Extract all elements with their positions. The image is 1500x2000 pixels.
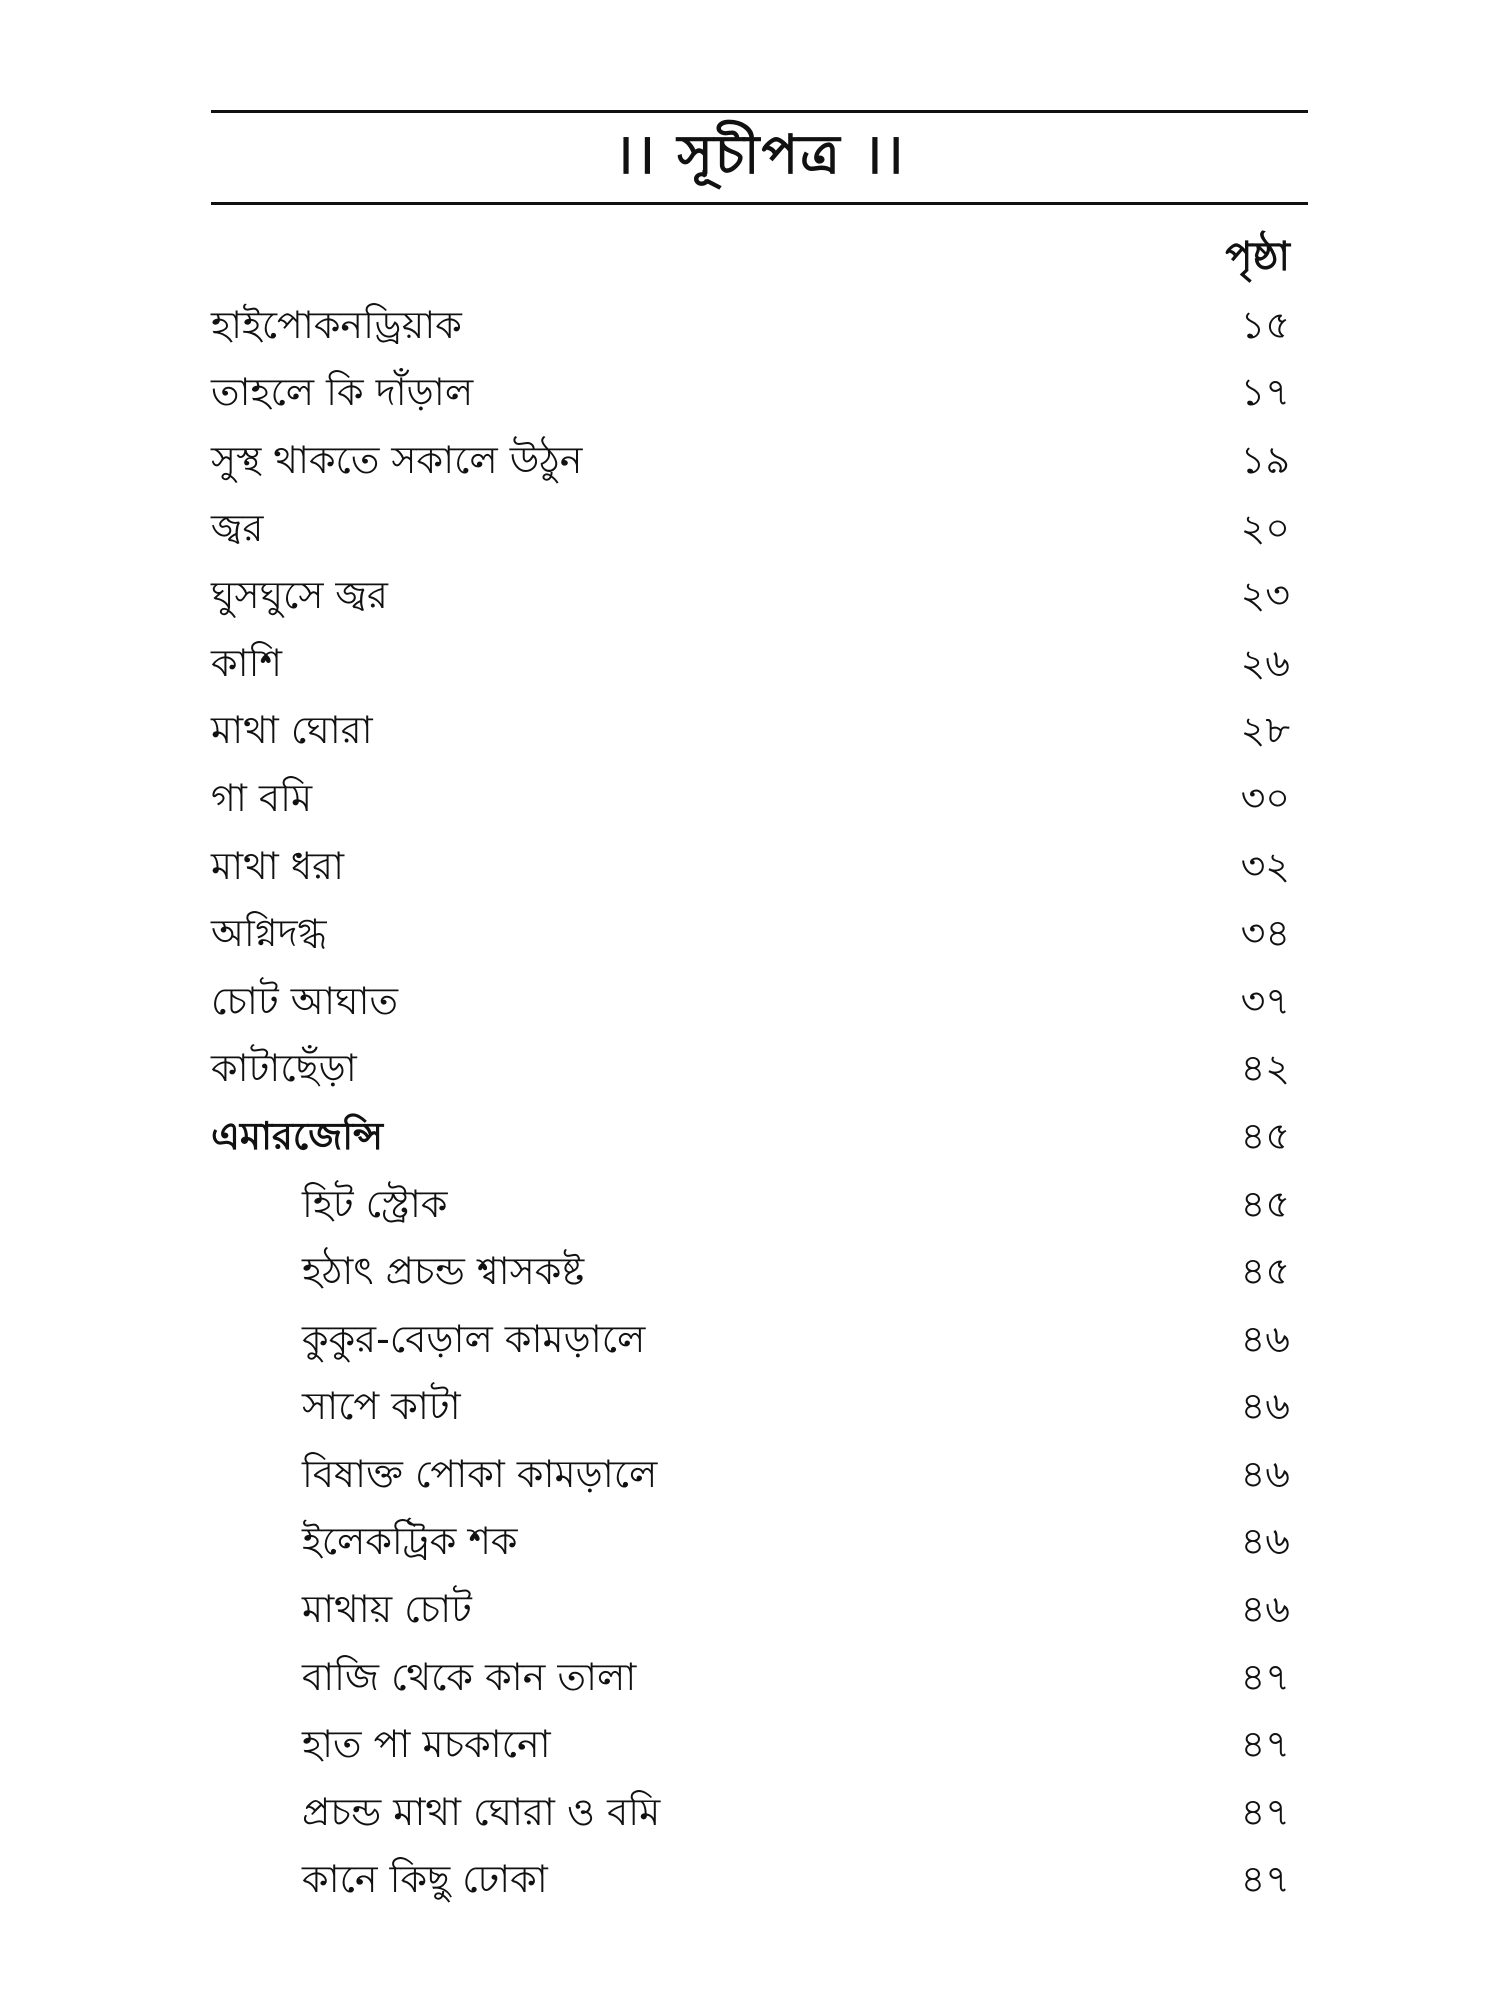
toc-subentry	[0, 1173, 1500, 1241]
toc-entry	[0, 835, 1500, 903]
toc-subentry	[0, 1713, 1500, 1781]
entry-page: ১৯	[1240, 437, 1290, 482]
toc-entry	[0, 902, 1500, 970]
entry-page: ৪৫	[1240, 1181, 1290, 1226]
toc-entry	[0, 429, 1500, 497]
entry-label: কাটাছেঁড়া	[211, 1046, 357, 1091]
entry-page: ৪৭	[1240, 1789, 1290, 1834]
toc-entry	[0, 632, 1500, 700]
toc-entry	[0, 700, 1500, 768]
entry-page: ৪৬	[1240, 1519, 1290, 1564]
entry-page: ৪৭	[1240, 1654, 1290, 1699]
entry-label: মাথা ঘোরা	[211, 708, 373, 753]
subentry-label: কুকুর-বেড়াল কামড়ালে	[302, 1316, 646, 1361]
entry-page: ৪৫	[1240, 1113, 1290, 1158]
subentry-label: হাত পা মচকানো	[302, 1722, 551, 1767]
entry-page: ২৬	[1240, 640, 1290, 685]
subentry-label: সাপে কাটা	[302, 1384, 461, 1429]
subentry-label: হিট স্ট্রোক	[302, 1181, 448, 1226]
toc-entry	[0, 767, 1500, 835]
entry-label: ঘুসঘুসে জ্বর	[211, 573, 388, 618]
toc-entry	[0, 294, 1500, 362]
toc-entry	[0, 1038, 1500, 1106]
entry-page: ৪৭	[1240, 1857, 1290, 1902]
toc-section-heading	[0, 1105, 1500, 1173]
entry-label: গা বমি	[211, 775, 313, 820]
entry-page: ৪৬	[1240, 1316, 1290, 1361]
toc-entry	[0, 970, 1500, 1038]
entry-page: ৪৬	[1240, 1587, 1290, 1632]
entry-label: জ্বর	[211, 505, 264, 550]
entry-page: ২৩	[1240, 573, 1290, 618]
toc-subentry	[0, 1578, 1500, 1646]
page-title: ।। সূচীপত্র ।।	[613, 123, 906, 186]
entry-page: ৩২	[1240, 843, 1290, 888]
entry-label: সুস্থ থাকতে সকালে উঠুন	[211, 437, 583, 482]
toc-subentry	[0, 1308, 1500, 1376]
entry-label: অগ্নিদগ্ধ	[211, 911, 327, 956]
section-label: এমারজেন্সি	[211, 1113, 383, 1158]
toc-subentry	[0, 1646, 1500, 1714]
subentry-label: বিষাক্ত পোকা কামড়ালে	[302, 1451, 658, 1496]
subentry-label: ইলেকট্রিক শক	[302, 1519, 518, 1564]
entry-page: ৪৫	[1240, 1249, 1290, 1294]
entry-page: ৪২	[1240, 1046, 1290, 1091]
entry-page: ৩৭	[1240, 978, 1290, 1023]
entry-page: ২৮	[1240, 708, 1290, 753]
entry-page: ২০	[1240, 505, 1290, 550]
entry-page: ৩৪	[1240, 911, 1290, 956]
toc-subentry	[0, 1240, 1500, 1308]
entry-page: ৪৬	[1240, 1384, 1290, 1429]
subentry-label: মাথায় চোট	[302, 1587, 472, 1632]
page-column-label: পৃষ্ঠা	[1225, 233, 1290, 280]
toc-entry	[0, 362, 1500, 430]
entry-label: কাশি	[211, 640, 282, 685]
toc-subentry	[0, 1376, 1500, 1444]
toc-subentry	[0, 1781, 1500, 1849]
subentry-label: কানে কিছু ঢোকা	[302, 1857, 548, 1902]
toc-subentry	[0, 1511, 1500, 1579]
entry-page: ১৭	[1240, 370, 1290, 415]
bottom-rule	[211, 202, 1308, 205]
entry-page: ৪৬	[1240, 1451, 1290, 1496]
entry-label: মাথা ধরা	[211, 843, 345, 888]
entry-label: তাহলে কি দাঁড়াল	[211, 370, 474, 415]
toc-subentry	[0, 1849, 1500, 1917]
entry-page: ১৫	[1240, 302, 1290, 347]
entry-label: চোট আঘাত	[211, 978, 399, 1023]
entry-page: ৩০	[1240, 775, 1290, 820]
subentry-label: প্রচন্ড মাথা ঘোরা ও বমি	[302, 1789, 661, 1834]
toc-entry	[0, 497, 1500, 565]
toc-list	[0, 294, 1500, 1916]
toc-subentry	[0, 1443, 1500, 1511]
entry-page: ৪৭	[1240, 1722, 1290, 1767]
entry-label: হাইপোকনড্রিয়াক	[211, 302, 462, 347]
subentry-label: বাজি থেকে কান তালা	[302, 1654, 637, 1699]
toc-entry	[0, 564, 1500, 632]
subentry-label: হঠাৎ প্রচন্ড শ্বাসকষ্ট	[302, 1249, 585, 1294]
